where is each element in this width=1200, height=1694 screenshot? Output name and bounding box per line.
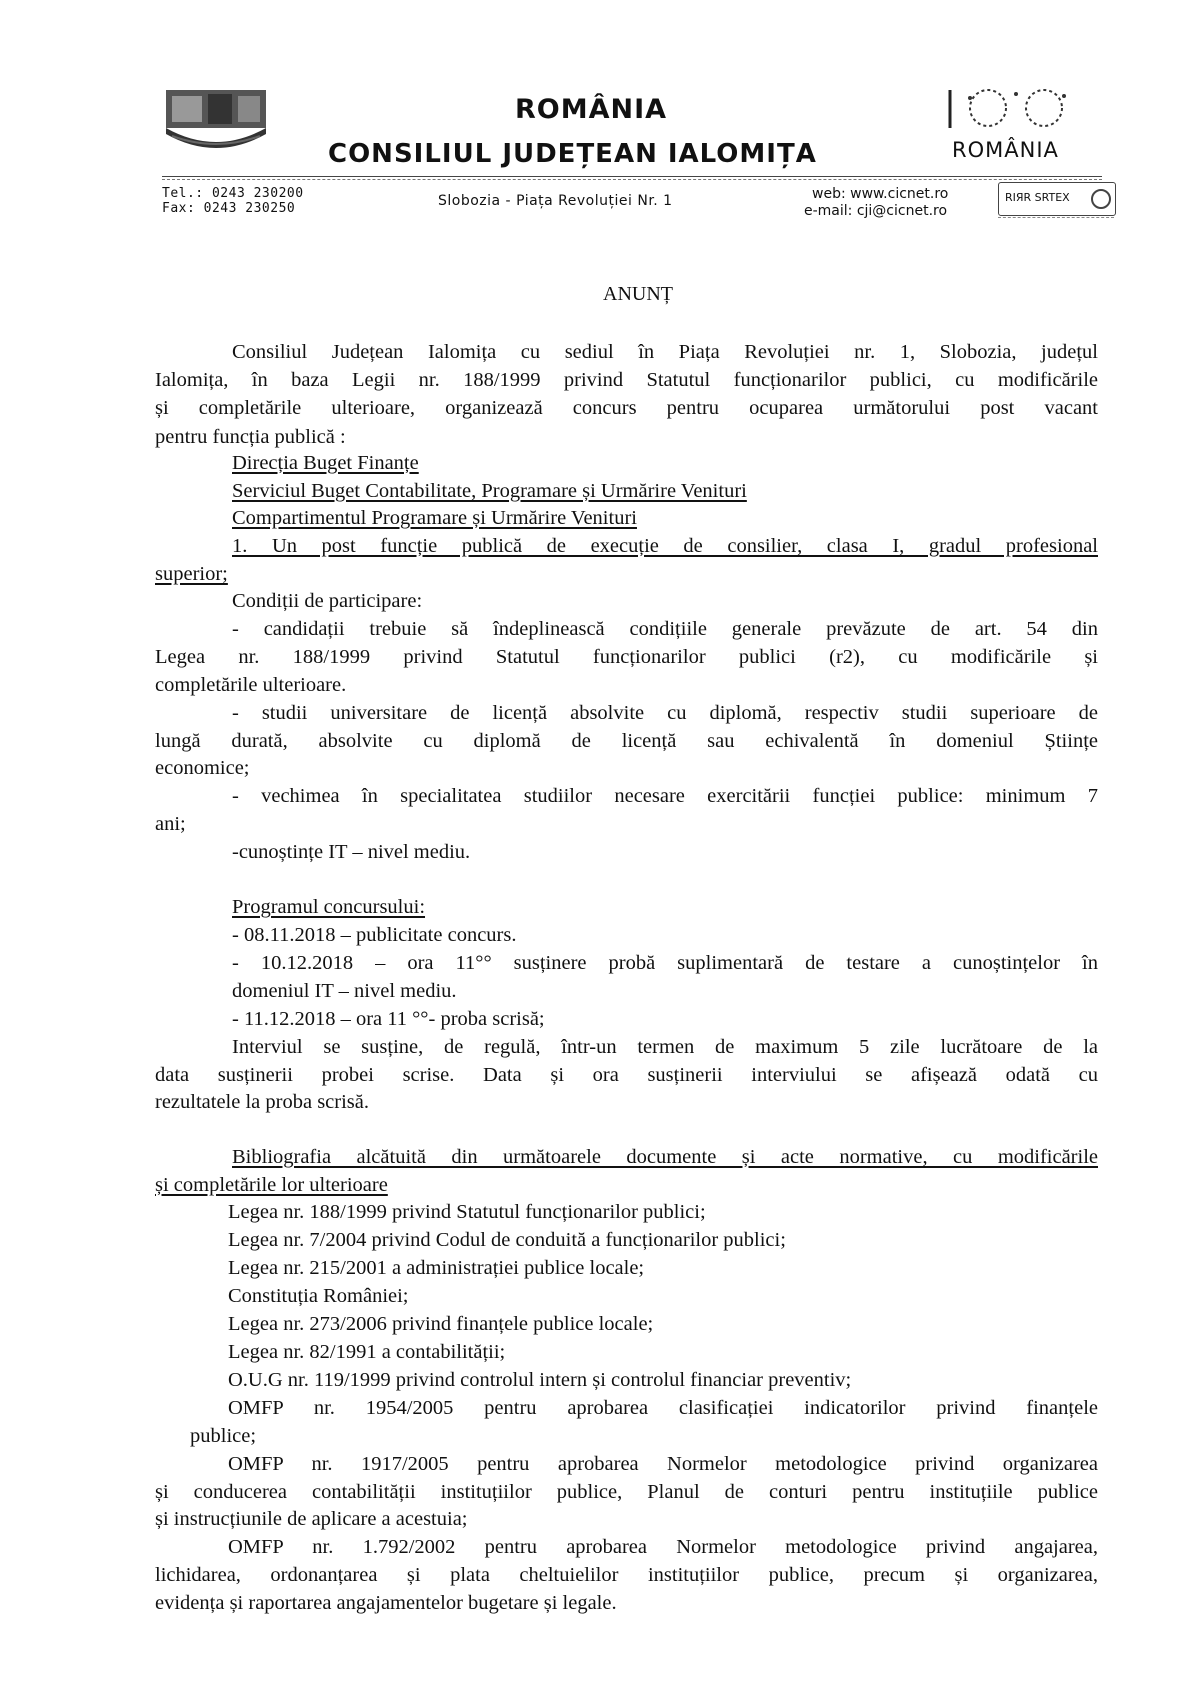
condition-line: - candidații trebuie să îndeplinească condițiile generale prevăzute de art. 54 din — [232, 618, 1098, 640]
intro-line-4: pentru funcția publică : — [155, 426, 346, 448]
council-heading: CONSILIUL JUDEȚEAN IALOMIȚA — [328, 139, 817, 169]
fax-number: Fax: 0243 230250 — [162, 201, 296, 216]
bibliography-item: OMFP nr. 1.792/2002 pentru aprobarea Normelor metodologice privind angajarea, — [228, 1536, 1098, 1558]
bibliography-item: lichidarea, ordonanțarea și plata cheltuielilor instituțiilor publice, precum și organizarea, — [155, 1564, 1098, 1586]
country-heading: ROMÂNIA — [515, 94, 668, 125]
schedule-note-line: data susținerii probei scrise. Data și ora susținerii interviului se afișează odată cu — [155, 1064, 1098, 1086]
condition-line: Legea nr. 188/1999 privind Statutul funcționarilor publici (r2), cu modificările și — [155, 646, 1098, 668]
bibliography-item: Legea nr. 82/1991 a contabilității; — [228, 1341, 506, 1363]
condition-line: economice; — [155, 757, 250, 779]
schedule-item: domeniul IT – nivel mediu. — [232, 980, 457, 1002]
bibliography-item: Legea nr. 188/1999 privind Statutul funcționarilor publici; — [228, 1201, 706, 1223]
schedule-item: - 11.12.2018 – ora 11 °°- proba scrisă; — [232, 1008, 545, 1030]
header-divider-dashed — [162, 179, 1102, 181]
phone-number: Tel.: 0243 230200 — [162, 186, 304, 201]
condition-line: completările ulterioare. — [155, 674, 347, 696]
post-line-2: superior; — [155, 563, 228, 585]
bibliography-item: și instrucțiunile de aplicare a acestuia; — [155, 1508, 468, 1530]
condition-line: - vechimea în specialitatea studiilor necesare exercitării funcției publice: minimum 7 — [232, 785, 1098, 807]
certification-stamp — [998, 182, 1116, 216]
certification-badge-icon — [1091, 189, 1111, 209]
certification-stamp-text: RIЯR SRTEX — [1005, 191, 1070, 204]
bibliography-item: evidența și raportarea angajamentelor bugetare și legale. — [155, 1592, 617, 1614]
document-title: ANUNȚ — [603, 283, 673, 305]
bibliography-item: Legea nr. 273/2006 privind finanțele publice locale; — [228, 1313, 654, 1335]
stamp-strip — [998, 217, 1114, 220]
bibliography-item: și conducerea contabilității instituțiilor publice, Planul de conturi pentru instituțiile publice — [155, 1481, 1098, 1503]
centenary-label: ROMÂNIA — [952, 138, 1059, 162]
bibliography-item: publice; — [190, 1425, 257, 1447]
email-address: e-mail: cji@cicnet.ro — [804, 203, 948, 219]
centenary-logo — [940, 84, 1100, 144]
schedule-heading: Programul concursului: — [232, 896, 426, 918]
schedule-note-line: Interviul se susține, de regulă, într-un termen de maximum 5 zile lucrătoare de la — [232, 1036, 1098, 1058]
direction-name: Direcția Buget Finanțe — [232, 452, 419, 474]
schedule-item: - 10.12.2018 – ora 11°° susținere probă suplimentară de testare a cunoștințelor în — [232, 952, 1098, 974]
bibliography-heading: Bibliografia alcătuită din următoarele documente și acte normative, cu modificările — [232, 1146, 1098, 1168]
bibliography-item: OMFP nr. 1917/2005 pentru aprobarea Normelor metodologice privind organizarea — [228, 1453, 1098, 1475]
condition-line: - studii universitare de licență absolvite cu diplomă, respectiv studii superioare de — [232, 702, 1098, 724]
county-crest-logo — [162, 86, 282, 154]
condition-line: lungă durată, absolvite cu diplomă de licență sau echivalentă în domeniul Științe — [155, 730, 1098, 752]
condition-line: ani; — [155, 813, 186, 835]
address: Slobozia - Piața Revoluției Nr. 1 — [438, 193, 673, 209]
header-divider — [162, 176, 1102, 177]
intro-line-1: Consiliul Județean Ialomița cu sediul în Piața Revoluției nr. 1, Slobozia, județul — [232, 341, 1098, 363]
intro-line-3: și completările ulterioare, organizează concurs pentru ocuparea următorului post vacant — [155, 397, 1098, 419]
conditions-heading: Condiții de participare: — [232, 590, 423, 612]
schedule-note-line: rezultatele la proba scrisă. — [155, 1091, 369, 1113]
condition-line: -cunoștințe IT – nivel mediu. — [232, 841, 471, 863]
compartment-name: Compartimentul Programare și Urmărire Venituri — [232, 507, 637, 529]
post-line-1: 1. Un post funcție publică de execuție de consilier, clasa I, gradul profesional — [232, 535, 1098, 557]
web-address: web: www.cicnet.ro — [812, 186, 949, 202]
schedule-item: - 08.11.2018 – publicitate concurs. — [232, 924, 517, 946]
bibliography-item: OMFP nr. 1954/2005 pentru aprobarea clasificației indicatorilor privind finanțele — [228, 1397, 1098, 1419]
bibliography-item: Legea nr. 7/2004 privind Codul de conduită a funcționarilor publici; — [228, 1229, 786, 1251]
bibliography-item: Legea nr. 215/2001 a administrației publice locale; — [228, 1257, 645, 1279]
bibliography-item: O.U.G nr. 119/1999 privind controlul intern și controlul financiar preventiv; — [228, 1369, 852, 1391]
service-name: Serviciul Buget Contabilitate, Programare și Urmărire Venituri — [232, 480, 747, 502]
intro-line-2: Ialomița, în baza Legii nr. 188/1999 privind Statutul funcționarilor publici, cu modificările — [155, 369, 1098, 391]
bibliography-item: Constituția României; — [228, 1285, 409, 1307]
bibliography-heading-cont: și completările lor ulterioare — [155, 1174, 388, 1196]
